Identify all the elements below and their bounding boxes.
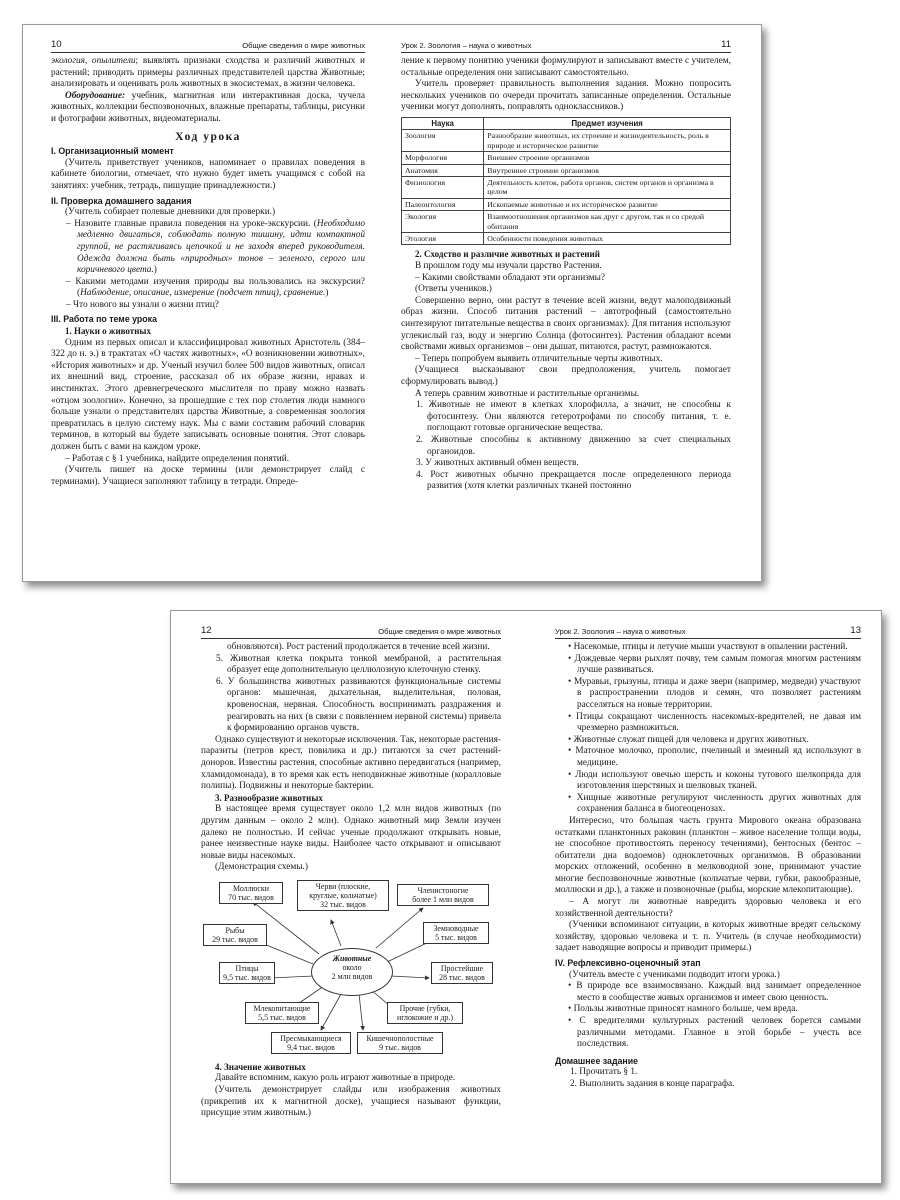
- table-body: [402, 130, 731, 245]
- node-fish: Рыбы 29 тыс. видов: [203, 924, 267, 946]
- section-heading: III. Работа по теме урока: [51, 314, 157, 325]
- page-header: [201, 625, 501, 639]
- bullet-list: [555, 642, 861, 816]
- section-heading: I. Организационный момент: [51, 146, 174, 157]
- lesson-title: Ход урока: [175, 130, 241, 143]
- list-item: 2. Выполнить задания в конце параграфа.: [570, 1078, 735, 1089]
- list-item: • Насекомые, птицы и летучие мыши участвуют в опылении растений.: [555, 642, 861, 654]
- equipment-paragraph: Оборудование: учебник, магнитная или интерактивная доска, чучела животных, коллекции беспозвоночных, влажные препараты, таблицы, рисунки и фотографии животных, видеоматериалы.: [51, 90, 365, 124]
- page-number: 10: [51, 39, 62, 50]
- table-row: [402, 130, 731, 152]
- numbered-list: [401, 400, 731, 493]
- subject-cell: Взаимоотношения организмов как друг с другом, так и со средой обитания: [484, 211, 731, 233]
- subject-cell: Внешнее строение организмов: [484, 152, 731, 164]
- science-name-cell: Экология: [402, 211, 484, 233]
- page-number: 12: [201, 625, 212, 636]
- page-10: [51, 25, 365, 581]
- running-title: Урок 2. Зоология – наука о животных: [555, 627, 686, 636]
- paragraph: – А могут ли животные навредить здоровью человека и его хозяйственной деятельности?: [555, 897, 861, 919]
- table-row: [402, 233, 731, 245]
- node-amphibians: Земноводные 5 тыс. видов: [423, 922, 489, 944]
- science-name-cell: Физиология: [402, 177, 484, 199]
- list-item: • С вредителями культурных растений человек борется самыми различными методами. Главное в этой борьбе – учесть все последствия.: [555, 1016, 861, 1051]
- book-spread-pages-12-13: [170, 610, 882, 1184]
- page-header: [401, 39, 731, 53]
- node-coelenterates: Кишечнополостные 9 тыс. видов: [357, 1032, 443, 1054]
- subsection-heading: 3. Разнообразие животных: [215, 792, 323, 803]
- paragraph: Однако существуют и некоторые исключения. Так, некоторые растения-паразиты (петров крест, повилика и др.) питаются за счет растений-доноров. Известны растения, способные активно передвигаться (например, хламидомонада), в то время как есть неподвижные животные (коралловые полипы). Подвижны и некоторые бактерии.: [201, 734, 501, 792]
- list-item: • Муравьи, грызуны, птицы и даже звери (например, медведи) участвуют в распространении плодов и семян, что позволяет растениям расселяться на новые территории.: [555, 677, 861, 712]
- list-item: • Животные служат пищей для человека и других животных.: [555, 735, 861, 747]
- paragraph: (Учитель демонстрирует слайды или изображения животных (прикрепив их к магнитной доске), учащиеся называют функции, присущие этим животным.): [201, 1085, 501, 1119]
- node-arthropods: Членистоногие более 1 млн видов: [397, 884, 489, 906]
- paragraph: Интересно, что большая часть грунта Мирового океана образована остатками планктонных раковин (планктон – живое население толщи воды, не способное противостоять переносу течениями), бентосных (бентос – обитатели дна водоемов) одноклеточных организмов. В образовании морских отложений, особенно в мелководной зоне, принимают участие многие беспозвоночные животные (кольчатые черви, губки, ракообразные, моллюски и др.), а также и позвоночные (рыбы, морские млекопитающие).: [555, 815, 861, 896]
- page-number: 13: [850, 625, 861, 636]
- list-item: 5. Животная клетка покрыта тонкой мембраной, а растительная образует еще дополнительную целлюлозную клеточную стенку.: [216, 653, 501, 676]
- subsection-heading: 1. Науки о животных: [65, 326, 151, 337]
- list-item: – Назовите главные правила поведения на уроке-экскурсии. (Необходимо медленно двигаться, соблюдать полную тишину, идти компактной группой, не растягиваясь цепочкой и не заходя вперед руководителя. Одежда должна быть «природных» тонов – зеленого, серого или коричневого цвета.): [51, 219, 365, 277]
- table-row: [402, 198, 731, 210]
- page-number: 11: [721, 39, 731, 50]
- science-name-cell: Морфология: [402, 152, 484, 164]
- paragraph: – Работая с § 1 учебника, найдите определения понятий.: [65, 453, 290, 464]
- numbered-list: [201, 654, 501, 735]
- node-worms: Черви (плоские, круглые, кольчатые) 32 тыс. видов: [297, 880, 389, 912]
- list-item: 2. Животные способны к активному движению за счет специальных органоидов.: [416, 434, 731, 457]
- node-birds: Птицы 9,5 тыс. видов: [219, 962, 275, 984]
- page-12: [201, 611, 501, 1183]
- paragraph: (Учащиеся высказывают свои предположения, учитель помогает сформулировать вывод.): [401, 365, 731, 387]
- homework-list: [555, 1067, 861, 1090]
- paragraph: В настоящее время существует около 1,2 млн видов животных (по другим данным – около 2 млн). Однако животный мир Земли изучен далеко не полностью. И сейчас ученые продолжают открывать новые, ранее неизвестные науке виды. Наиболее часто открывают и описывают новые виды насекомых.: [201, 804, 501, 861]
- list-item: – Что нового вы узнали о жизни птиц?: [51, 300, 365, 312]
- column-header: Наука: [402, 117, 484, 129]
- sciences-table: [401, 117, 731, 245]
- paragraph: (Демонстрация схемы.): [215, 862, 308, 873]
- subject-cell: Разнообразие животных, их строение и жизнедеятельность, роль в природе и историческое развитие: [484, 130, 731, 152]
- paragraph: Учитель проверяет правильность выполнения задания. Можно попросить нескольких учеников по очереди прочитать записанные определения. Остальные ученики могут дополнять, поправлять одноклассников.): [401, 79, 731, 113]
- science-name-cell: Палеонтология: [402, 198, 484, 210]
- subject-cell: Ископаемые животные и их историческое развитие: [484, 198, 731, 210]
- section-heading: IV. Рефлексивно-оценочный этап: [555, 958, 701, 969]
- page-11: [401, 25, 731, 581]
- column-header: Предмет изучения: [484, 117, 731, 129]
- running-title: Урок 2. Зоология – наука о животных: [401, 41, 532, 50]
- table-header-row: [402, 117, 731, 129]
- subsection-heading: 4. Значение животных: [215, 1061, 306, 1072]
- bullet-list: [555, 981, 861, 1051]
- list-item: • Птицы сокращают численность насекомых-вредителей, не давая им чрезмерно размножиться.: [555, 712, 861, 735]
- paragraph: В прошлом году мы изучали царство Растения.: [415, 261, 602, 272]
- paragraph: экология, опылители; выявлять признаки сходства и различий животных и растений; приводить примеры различных представителей царства Животные; анализировать и оценивать роль животных в экосистемах, в жизни человека.: [51, 56, 365, 90]
- paragraph: (Ученики вспоминают ситуации, в которых животные вредят сельскому хозяйству, здоровью человека и т. п. Учитель (в случае необходимости) задает наводящие вопросы и приводит примеры.): [555, 920, 861, 954]
- node-mollusks: Моллюски 70 тыс. видов: [219, 882, 283, 904]
- table-row: [402, 177, 731, 199]
- node-mammals: Млекопитающие 5,5 тыс. видов: [245, 1002, 319, 1024]
- list-item: 4. Рост животных обычно прекращается после определенного периода развития (хотя клетки различных тканей постоянно: [416, 469, 731, 492]
- table-row: [402, 164, 731, 176]
- paragraph: Совершенно верно, они растут в течение всей жизни, ведут малоподвижный образ жизни. Способ питания растений – автотрофный (самостоятельно синтезируют питательные вещества в своих организмах). Для питания используют углекислый газ, воду и энергию Солнца (фотосинтез). Растения обладают всеми свойствами живых организмов – они дышат, питаются, растут, размножаются.: [401, 295, 731, 353]
- paragraph: – Какими свойствами обладают эти организмы?: [415, 272, 606, 283]
- subject-cell: Внутреннее строение организмов: [484, 164, 731, 176]
- list-item: 3. У животных активный обмен веществ.: [416, 458, 579, 469]
- list-item: • Маточное молочко, прополис, пчелиный и змеиный яд используют в медицине.: [555, 746, 861, 769]
- paragraph: (Учитель вместе с учениками подводит итоги урока.): [569, 969, 780, 980]
- paragraph: (Учитель собирает полевые дневники для проверки.): [65, 207, 276, 218]
- science-name-cell: Этология: [402, 233, 484, 245]
- paragraph: А теперь сравним животные и растительные организмы.: [415, 388, 640, 399]
- paragraph: (Учитель пишет на доске термины (или демонстрирует слайд с терминами). Учащиеся заполняют таблицу в тетради. Опреде-: [51, 465, 365, 487]
- table-row: [402, 152, 731, 164]
- node-others: Прочие (губки, иглокожие и др.): [387, 1002, 463, 1024]
- paragraph: Давайте вспомним, какую роль играют животные в природе.: [215, 1073, 456, 1084]
- animal-diversity-diagram: [201, 876, 501, 1058]
- list-item: 1. Прочитать § 1.: [570, 1067, 638, 1078]
- dash-list: [51, 219, 365, 312]
- running-title: Общие сведения о мире животных: [378, 627, 501, 636]
- paragraph: обновляются). Рост растений продолжается в течение всей жизни.: [227, 642, 490, 652]
- list-item: • Пользы животные приносят намного больше, чем вреда.: [555, 1004, 861, 1016]
- node-reptiles: Пресмыкающиеся 9,4 тыс. видов: [271, 1032, 351, 1054]
- science-name-cell: Анатомия: [402, 164, 484, 176]
- subsection-heading: 2. Сходство и различие животных и растений: [415, 249, 600, 260]
- list-item: 1. Животные не имеют в клетках хлорофилла, а значит, не способны к фотосинтезу. Они являются гетеротрофами по способу питания, т. е. поглощают готовые органические вещества.: [416, 400, 731, 434]
- science-name-cell: Зоология: [402, 130, 484, 152]
- page-header: [51, 39, 365, 53]
- page-13: [555, 611, 861, 1183]
- paragraph: (Ответы учеников.): [415, 284, 492, 295]
- subject-cell: Особенности поведения животных: [484, 233, 731, 245]
- table-row: [402, 211, 731, 233]
- diagram-hub-animals: Животные около 2 млн видов: [311, 948, 393, 996]
- list-item: • Люди используют овечью шерсть и коконы тутового шелкопряда для изготовления шерстяных и шелковых тканей.: [555, 770, 861, 793]
- section-heading: II. Проверка домашнего задания: [51, 195, 192, 206]
- homework-heading: Домашнее задание: [555, 1055, 639, 1066]
- page-header: [555, 625, 861, 639]
- paragraph: (Учитель приветствует учеников, напоминает о правилах поведения в кабинете биологии, отмечает, что нужно будет иметь учащимся с собой на занятиях: учебник, тетрадь, пишущие принадлежности.): [51, 157, 365, 191]
- paragraph: Одним из первых описал и классифицировал животных Аристотель (384–322 до н. э.) в трактатах «О частях животных», «О возникновении животных», «История животных» и др. Ученый изучил более 500 видов животных, описал их внешний вид, строение, рассказал об их образе жизни, нравах и инстинктах. Этого древнегреческого мыслителя по праву можно назвать «отцом зоологии». Конечно, за прошедшие с тех пор столетия люди намного больше узнали о представителях царства Животные, а современная зоология превратилась в целую систему наук. Мы с вами составим рабочий словарик терминов, в который вы будете записывать основные понятия. Этот словарь должен быть с вами на каждом уроке.: [51, 337, 365, 452]
- list-item: • В природе все взаимосвязано. Каждый вид занимает определенное место в сообществе живых организмов и имеет свою ценность.: [555, 981, 861, 1004]
- paragraph: ление к первому понятию ученики формулируют и записывают вместе с учителем, остальные определения они записывают самостоятельно.: [401, 56, 731, 78]
- subject-cell: Деятельность клеток, работа органов, систем органов и организма в целом: [484, 177, 731, 199]
- list-item: • Хищные животные регулируют численность других животных для сохранения баланса в биогеоценозах.: [555, 793, 861, 816]
- list-item: • Дождевые черви рыхлят почву, тем самым помогая многим растениям лучше развиваться.: [555, 654, 861, 677]
- book-spread-pages-10-11: [22, 24, 762, 582]
- node-protozoa: Простейшие 28 тыс. видов: [431, 962, 493, 984]
- list-item: 6. У большинства животных развиваются функциональные системы органов: мышечная, дыхательная, выделительная, половая, кровеносная, нервная. Способность воспринимать раздражения и реагировать на них (в связи с появлением нервной системы) привела к формированию органов чувств.: [216, 676, 501, 734]
- paragraph: – Теперь попробуем выявить отличительные черты животных.: [415, 353, 663, 364]
- list-item: – Какими методами изучения природы вы пользовались на экскурсии? (Наблюдение, описание, измерение (подсчет птиц), сравнение.): [51, 277, 365, 300]
- running-title: Общие сведения о мире животных: [242, 41, 365, 50]
